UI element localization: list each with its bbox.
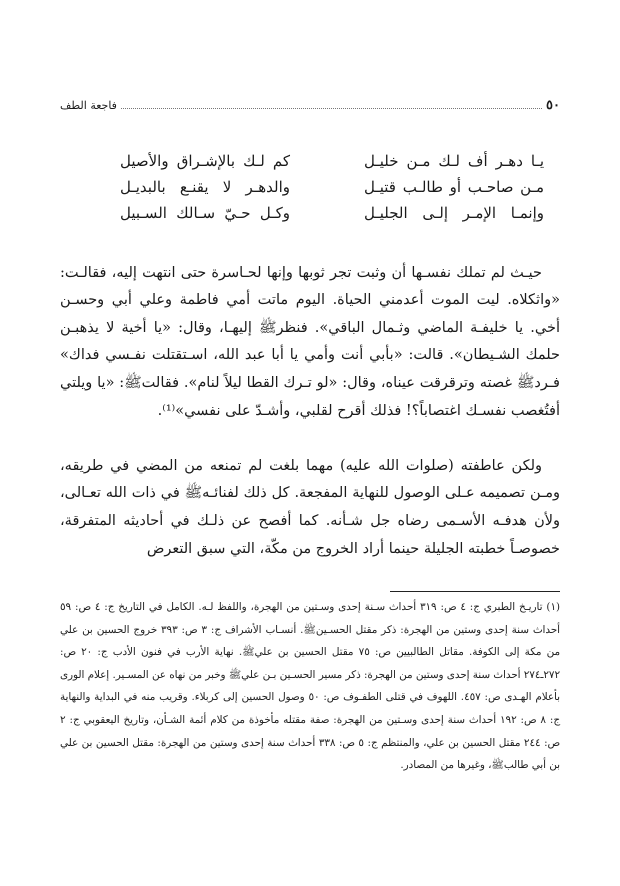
footnote: (١) تاريـخ الطبري ج: ٤ ص: ٣١٩ أحداث سـنة إحدى وسـتين من الهجرة، واللفظ لـه. الكامل في التاريخ ج: ٤ ص: ٥٩ أحداث سنة إحدى وستين من الهجرة: ذكر مقتل الحسـينﷺ. أنسـاب الأشراف ج: ٣ ص: ٣٩٣ خروج الحسين بن علي من مكة إلى الكوفة. مقاتل الطالبيين ص: ٧٥ مقتل الحسين بن عليﷺ. نهاية الأرب في فنون الأدب ج: ٢٠ ص: ٢٧٢ـ٢٧٤ أحداث سنة إحدى وستين من الهجرة: ذكر مسير الحسـين بـن عليﷺ وخبر من نهاه عن المسـير. إعلام الورى بأعلام الهـدى ص: ٤٥٧. اللهوف في قتلى الطفـوف ص: ٥٠ وصول الحسين إلى كربلاء. وقريب منه في البداية والنهاية ج: ٨ ص: ١٩٢ أحداث سنة إحدى وسـتين من الهجرة: صفة مقتله مأخوذة من كلام أئمة الشـأن، وتاريخ اليعقوبي ج: ٢ ص: ٢٤٤ مقتل الحسين بن علي، والمنتظم ج: ٥ ص: ٣٣٨ أحداث سنة إحدى وستين من الهجرة: مقتل الحسين بن علي بن أبي طالبﷺ، وغيرها من المصادر. [60, 601, 561, 772]
page-number: ٥٠ [546, 98, 560, 113]
poem-verse [60, 148, 560, 174]
footnote-separator [390, 591, 560, 592]
body-text [60, 232, 560, 591]
poem-second-hemistich: والدهـر لا يقنـع بالبديـل [120, 178, 290, 196]
body-paragraph: ولكن عاطفته (صلوات الله عليه) مهما بلغت لم تمنعه من المضي في طريقه، ومـن تصميمه عـلى الوصول للنهاية المفجعة. كل ذلك لفنائـهﷺ في ذات الله تعـالى، ولأن هدفـه الأسـمى رضاه جل شـأنه. كما أفصح عن ذلـك في أحاديثه المتفرقة، خصوصـاً خطبته الجليلة حينما أراد الخروج من مكّة، التي سبق التعرض [60, 457, 560, 557]
poem-first-hemistich: مـن صاحـب أو طالـب قتيـل [364, 178, 544, 196]
poem [60, 148, 560, 226]
running-title: فاجعة الطف [60, 99, 117, 112]
poem-first-hemistich: وإنمـا الإمـر إلـى الجليـل [364, 204, 544, 222]
running-header [60, 98, 560, 114]
poem-verse [60, 174, 560, 200]
poem-verse [60, 200, 560, 226]
poem-first-hemistich: يـا دهـر أف لـك مـن خليـل [364, 152, 544, 170]
body-paragraph: حيـث لم تملك نفسـها أن وثبت تجر ثوبها وإنها لحـاسرة حتى انتهت إليه، فقالـت: «واثكلاه. ليت الموت أعدمني الحياة. اليوم ماتت أمي فاطمة وعلي أبي وحسـن أخي. يا خليفـة الماضي وثـمال الباقي». فنظرﷺ إليهـا، وقال: «يا أخية لا يذهبـن حلمك الشـيطان». قالت: «بأبي أنت وأمي يا أبا عبد الله، اسـتقتلت نفـسي فداك» فـردﷺ غصته وترقرقت عيناه، وقال: «لو تـرك القطا ليلاً لنام». فقالتﷺ: «يا ويلتي أفتُغصب نفسـك اغتصاباً؟! فذلك أقرح لقلبي، وأشـدّ على نفسي»⁽¹⁾. [60, 264, 560, 419]
header-dot-leader [121, 107, 542, 109]
poem-second-hemistich: وكـل حـيّ سـالك السـبيل [120, 204, 290, 222]
poem-second-hemistich: كم لـك بالإشـراق والأصيل [120, 152, 290, 170]
